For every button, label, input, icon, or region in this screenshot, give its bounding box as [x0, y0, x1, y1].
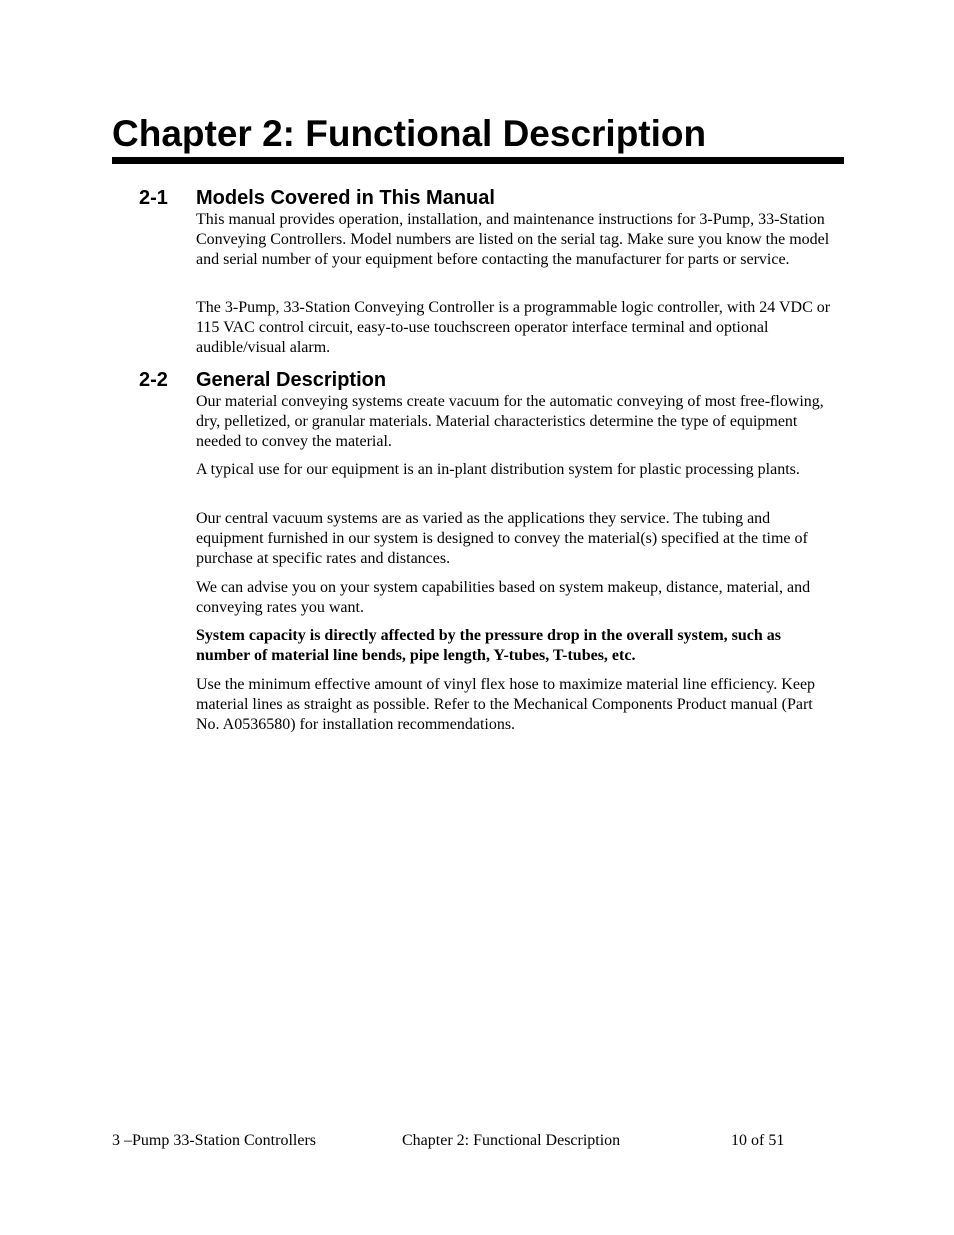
section-number: 2-1: [139, 187, 168, 209]
paragraph: A typical use for our equipment is an in-plant distribution system for plastic processing plants.: [196, 461, 800, 478]
section-heading-2-2: [139, 368, 386, 392]
bold-paragraph: System capacity is directly affected by the pressure drop in the overall system, such as number of material line bends, pipe length, Y-tubes, T-tubes, etc.: [196, 627, 781, 664]
paragraph: We can advise you on your system capabilities based on system makeup, distance, material, and conveying rates you want.: [196, 579, 811, 616]
footer-page-number: 10 of 51: [731, 1132, 785, 1149]
paragraph: The 3-Pump, 33-Station Conveying Controller is a programmable logic controller, with 24 VDC or 115 VAC control circuit, easy-to-use touchscreen operator interface terminal and optional audible/visual alarm.: [196, 299, 831, 356]
title-rule: [112, 157, 844, 164]
footer-center: Chapter 2: Functional Description: [402, 1132, 621, 1149]
paragraph: Our material conveying systems create vacuum for the automatic conveying of most free-flowing, dry, pelletized, or granular materials. Material characteristics determine the type of equipment needed to convey the material.: [196, 393, 824, 450]
paragraph: Our central vacuum systems are as varied as the applications they service. The tubing and equipment furnished in our system is designed to convey the material(s) specified at the time of purchase at specific rates and distances.: [196, 510, 808, 567]
paragraph: This manual provides operation, installation, and maintenance instructions for 3-Pump, 33-Station Conveying Controllers. Model numbers are listed on the serial tag. Make sure you know the model and serial number of your equipment before contacting the manufacturer for parts or service.: [196, 211, 830, 268]
section-title: General Description: [196, 369, 387, 391]
paragraph: Use the minimum effective amount of vinyl flex hose to maximize material line efficiency. Keep material lines as straight as possible. Refer to the Mechanical Components Product manual (Part No. A0536580) for installation recommendations.: [196, 676, 816, 733]
section-heading-2-1: [139, 186, 495, 210]
footer-left: 3 –Pump 33-Station Controllers: [112, 1132, 316, 1149]
section-number: 2-2: [139, 369, 168, 391]
chapter-title: Chapter 2: Functional Description: [112, 113, 707, 154]
section-title: Models Covered in This Manual: [196, 187, 495, 209]
